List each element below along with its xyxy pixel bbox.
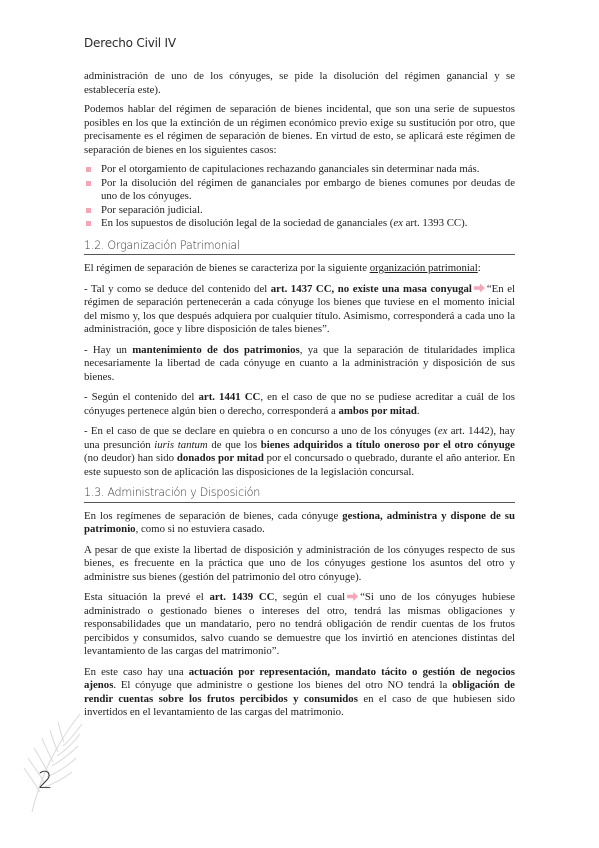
list-item: En los supuestos de disolución legal de la sociedad de gananciales (ex art. 1393 CC). [84, 217, 515, 231]
paragraph: Podemos hablar del régimen de separación de bienes incidental, que son una serie de supuestos posibles en los que la extinción de un régimen económico previo exige su sustitución por otro, que precisamente es el régimen de separación de bienes. En virtud de esto, se aplicará este régimen de separación de bienes en los siguientes casos: [84, 103, 515, 156]
paragraph: - Hay un mantenimiento de dos patrimonios, ya que la separación de titularidades implica necesariamente la libertad de cada cónyuge en cuanto a la administración y disposición de sus bienes. [84, 343, 515, 383]
section-heading-organizacion: 1.2. Organización Patrimonial [84, 239, 515, 256]
list-item: Por el otorgamiento de capitulaciones rechazando gananciales sin determinar nada más. [84, 163, 515, 177]
arrow-right-icon [474, 284, 485, 293]
bullet-square-icon [86, 208, 91, 213]
paragraph: A pesar de que existe la libertad de disposición y administración de los cónyuges respecto de sus bienes, es frecuente en la práctica que uno de los cónyuges gestione los asuntos del otro y administre sus bienes (gestión del patrimonio del otro cónyuge). [84, 543, 515, 583]
paragraph: - En el caso de que se declare en quiebra o en concurso a uno de los cónyuges (ex art. 1442), hay una presunción iuris tantum de que los bienes adquiridos a título oneroso por el otro cónyuge (no deudor) han sido donados por mitad por el concursado o quebrado, durante el año anterior. En este supuesto son de aplicación las disposiciones de la legislación concursal. [84, 425, 515, 478]
paragraph: En este caso hay una actuación por representación, mandato tácito o gestión de negocios ajenos. El cónyuge que administre o gestione los bienes del otro NO tendrá la obligación de rendir cuentas sobre los frutos percibidos y consumidos en el caso de que hubiesen sido invertidos en el levantamiento de las cargas del matrimonio. [84, 665, 515, 718]
feather-icon [18, 708, 88, 818]
paragraph: Esta situación la prevé el art. 1439 CC, según el cual “Si uno de los cónyuges hubiese administrado o gestionado bienes o intereses del otro, tendrá las mismas obligaciones y responsabilidades que un mandatario, pero no tendrá obligación de rendir cuentas de los frutos percibidos y consumidos, salvo cuando se demuestre que los invirtió en atenciones distintas del levantamiento de las cargas del matrimonio”. [84, 591, 515, 657]
arrow-right-icon [347, 592, 358, 601]
paragraph: - Según el contenido del art. 1441 CC, en el caso de que no se pudiese acreditar a cuál de los cónyuges pertenece algún bien o derecho, corresponderá a ambos por mitad. [84, 391, 515, 417]
paragraph: - Tal y como se deduce del contenido del art. 1437 CC, no existe una masa conyugal “En el régimen de separación pertenecerán a cada cónyuge los bienes que tuviese en el momento inicial del mismo y, los que después adquiera por cualquier título. Asimismo, corresponderá a cada uno la administración, goce y libre disposición de tales bienes”. [84, 282, 516, 335]
page-number: 2 [38, 768, 53, 794]
bullet-square-icon [86, 221, 91, 226]
page-header: Derecho Civil IV [84, 36, 176, 50]
section-heading-administracion: 1.3. Administración y Disposición [84, 486, 515, 503]
document-body [84, 70, 515, 727]
list-item: Por separación judicial. [84, 204, 515, 218]
paragraph: El régimen de separación de bienes se caracteriza por la siguiente organización patrimonial: [84, 262, 481, 274]
bullet-square-icon [86, 167, 91, 172]
paragraph: En los regímenes de separación de bienes, cada cónyuge gestiona, administra y dispone de su patrimonio, como si no estuviera casado. [84, 509, 515, 535]
case-list [84, 163, 515, 231]
list-item: Por la disolución del régimen de gananciales por embargo de bienes comunes por deudas de uno de los cónyuges. [84, 177, 515, 204]
paragraph: administración de uno de los cónyuges, se pide la disolución del régimen ganancial y se establecería este). [84, 70, 515, 96]
bullet-square-icon [86, 181, 91, 186]
